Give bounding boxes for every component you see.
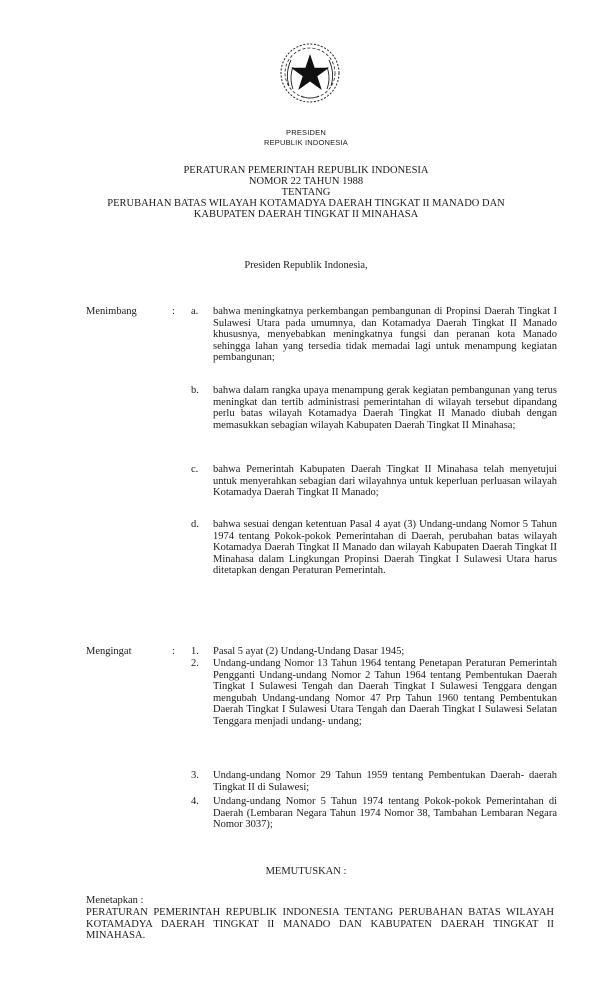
item-text: bahwa meningkatnya perkembangan pembangunan di Propinsi Daerah Tingkat I Sulawesi Utara pada umumnya, dan Kotamadya Daerah Tingkat II Manado khususnya, menyebabkan meningkatnya fungsi dan peranan kota Manado sehingga lahan yang tersedia tidak memadai lagi untuk menampung kegiatan pembangunan;	[213, 306, 557, 363]
item-text: Undang-undang Nomor 29 Tahun 1959 tentang Pembentukan Daerah- daerah Tingkat II di Sulawesi;	[213, 770, 557, 793]
mengingat-item-2	[191, 658, 557, 727]
menimbang-item-b	[191, 385, 557, 431]
item-marker: 4.	[191, 796, 199, 807]
item-marker: d.	[191, 519, 199, 530]
item-text: bahwa dalam rangka upaya menampung gerak kegiatan pembangunan yang terus meningkat dan tertib administrasi pemerintahan di wilayah tersebut dipandang perlu batas wilayah Kotamadya Daerah Tingkat II Manado diubah dengan memasukkan sebagian wilayah Kabupaten Daerah Tingkat II Minahasa;	[213, 385, 557, 431]
lead-text: Presiden Republik Indonesia,	[244, 260, 368, 271]
item-marker: 3.	[191, 770, 199, 781]
item-text: Undang-undang Nomor 13 Tahun 1964 tentang Penetapan Peraturan Pemerintah Pengganti Undang-undang Nomor 2 Tahun 1964 tentang Pembentukan Daerah Tingkat I Sulawesi Tengah dan Daerah Tingkat I Sulawesi Tenggara dengan mengubah Undang-undang Nomor 47 Prp Tahun 1960 tentang Pembentukan Daerah Tingkat I Sulawesi Utara Tengah dan Daerah Tingkat I Sulawesi Selatan Tenggara menjadi undang- undang;	[213, 658, 557, 727]
header-republik-indonesia: REPUBLIK INDONESIA	[263, 138, 349, 147]
garuda-star-emblem-icon	[279, 42, 341, 104]
menimbang-colon: :	[172, 306, 175, 317]
menimbang-label: Menimbang	[86, 306, 137, 317]
mengingat-item-3	[191, 770, 557, 793]
menimbang-item-c	[191, 464, 557, 499]
item-text: bahwa sesuai dengan ketentuan Pasal 4 ayat (3) Undang-undang Nomor 5 Tahun 1974 tentang Pokok-pokok Pemerintahan di Daerah, perubahan batas wilayah Kotamadya Daerah Tingkat II Manado dan wilayah Kabupaten Daerah Tingkat II Minahasa dalam Lingkungan Propinsi Daerah Tingkat I Sulawesi Utara harus ditetapkan dengan Peraturan Pemerintah.	[213, 519, 557, 576]
title-line-2: NOMOR 22 TAHUN 1988	[248, 176, 364, 187]
mengingat-item-1	[191, 646, 557, 658]
mengingat-colon: :	[172, 646, 175, 657]
title-line-3: TENTANG	[281, 187, 331, 198]
item-text: Pasal 5 ayat (2) Undang-Undang Dasar 1945;	[213, 646, 405, 657]
item-marker: b.	[191, 385, 199, 396]
memutuskan-heading: MEMUTUSKAN :	[265, 866, 347, 877]
header-presiden: PRESIDEN	[286, 128, 326, 137]
item-text: Undang-undang Nomor 5 Tahun 1974 tentang Pokok-pokok Pemerintahan di Daerah (Lembaran Negara Tahun 1974 Nomor 38, Tambahan Lembaran Negara Nomor 3037);	[213, 796, 557, 830]
item-marker: a.	[191, 306, 199, 317]
menimbang-item-a	[191, 306, 557, 364]
menetapkan-label: Menetapkan :	[86, 895, 144, 906]
title-line-1: PERATURAN PEMERINTAH REPUBLIK INDONESIA	[183, 165, 429, 176]
item-marker: 1.	[191, 646, 199, 657]
mengingat-label: Mengingat	[86, 646, 132, 657]
item-marker: c.	[191, 464, 199, 475]
title-line-4: PERUBAHAN BATAS WILAYAH KOTAMADYA DAERAH TINGKAT II MANADO DAN	[107, 198, 505, 209]
item-marker: 2.	[191, 658, 199, 669]
title-line-5: KABUPATEN DAERAH TINGKAT II MINAHASA	[193, 209, 419, 220]
mengingat-item-4	[191, 796, 557, 831]
menetapkan-text: PERATURAN PEMERINTAH REPUBLIK INDONESIA TENTANG PERUBAHAN BATAS WILAYAH KOTAMADYA DAERAH TINGKAT II MANADO DAN KABUPATEN DAERAH TINGKAT II MINAHASA.	[86, 907, 554, 941]
item-text: bahwa Pemerintah Kabupaten Daerah Tingkat II Minahasa telah menyetujui untuk menyerahkan sebagian dari wilayahnya untuk keperluan perluasan wilayah Kotamadya Daerah Tingkat II Manado;	[213, 464, 557, 498]
menimbang-item-d	[191, 519, 557, 577]
